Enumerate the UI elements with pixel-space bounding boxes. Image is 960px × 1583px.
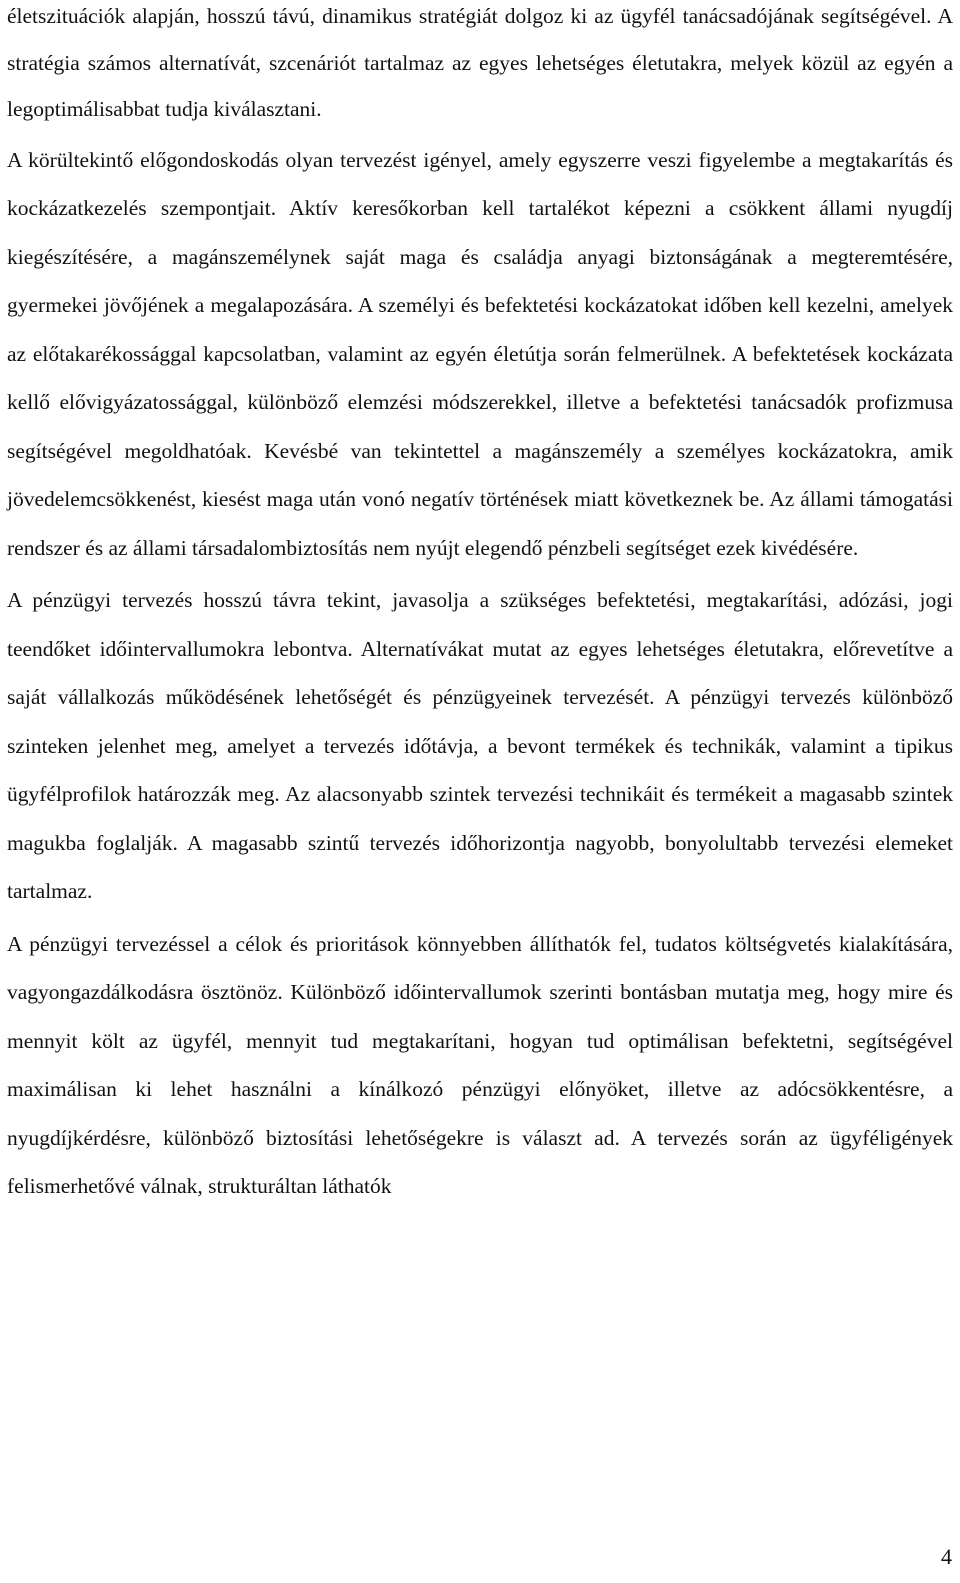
page-number: 4 xyxy=(941,1544,952,1569)
document-page xyxy=(7,0,953,1211)
paragraph-precaution: A körültekintő előgondoskodás olyan tervezést igényel, amely egyszerre veszi figyelembe a megtakarítás és kockázatkezelés szempontjait. Aktív keresőkorban kell tartalékot képezni a csökkent állami nyugdíj kiegészítésére, a magánszemélynek saját maga és családja anyagi biztonságának a megteremtésére, gyermekei jövőjének a megalapozására. A személyi és befektetési kockázatokat időben kell kezelni, amelyek az előtakarékossággal kapcsolatban, valamint az egyén életútja során felmerülnek. A befektetések kockázata kellő elővigyázatossággal, különböző elemzési módszerekkel, illetve a befektetési tanácsadók profizmusa segítségével megoldhatóak. Kevésbé van tekintettel a magánszemély a személyes kockázatokra, amik jövedelemcsökkenést, kiesést maga után vonó negatív történések miatt következnek be. Az állami támogatási rendszer és az állami társadalombiztosítás nem nyújt elegendő pénzbeli segítséget ezek kivédésére. xyxy=(7,147,953,560)
paragraph-strategy: életszituációk alapján, hosszú távú, dinamikus stratégiát dolgoz ki az ügyfél tanácsadójának segítségével. A stratégia számos alternatívát, szcenáriót tartalmaz az egyes lehetséges életutakra, melyek közül az egyén a legoptimálisabbat tudja kiválasztani. xyxy=(7,4,953,121)
paragraph-financial-planning: A pénzügyi tervezés hosszú távra tekint, javasolja a szükséges befektetési, megtakarítási, adózási, jogi teendőket időintervallumokra lebontva. Alternatívákat mutat az egyes lehetséges életutakra, előrevetítve a saját vállalkozás működésének lehetőségét és pénzügyeinek tervezését. A pénzügyi tervezés különböző szinteken jelenhet meg, amelyet a tervezés időtávja, a bevont termékek és technikák, valamint a tipikus ügyfélprofilok határozzák meg. Az alacsonyabb szintek tervezési technikáit és termékeit a magasabb szintek magukba foglalják. A magasabb szintű tervezés időhorizontja nagyobb, bonyolultabb tervezési elemeket tartalmaz. xyxy=(7,588,953,903)
paragraph-planning-benefits: A pénzügyi tervezéssel a célok és prioritások könnyebben állíthatók fel, tudatos költségvetés kialakítására, vagyongazdálkodásra ösztönöz. Különböző időintervallumok szerinti bontásban mutatja meg, hogy mire és mennyit költ az ügyfél, mennyit tud megtakarítani, hogyan tud optimálisan befektetni, segítségével maximálisan ki lehet használni a kínálkozó pénzügyi előnyöket, illetve az adócsökkentésre, a nyugdíjkérdésre, különböző biztosítási lehetőségekre is választ ad. A tervezés során az ügyféligények felismerhetővé válnak, strukturáltan láthatók xyxy=(7,931,953,1198)
